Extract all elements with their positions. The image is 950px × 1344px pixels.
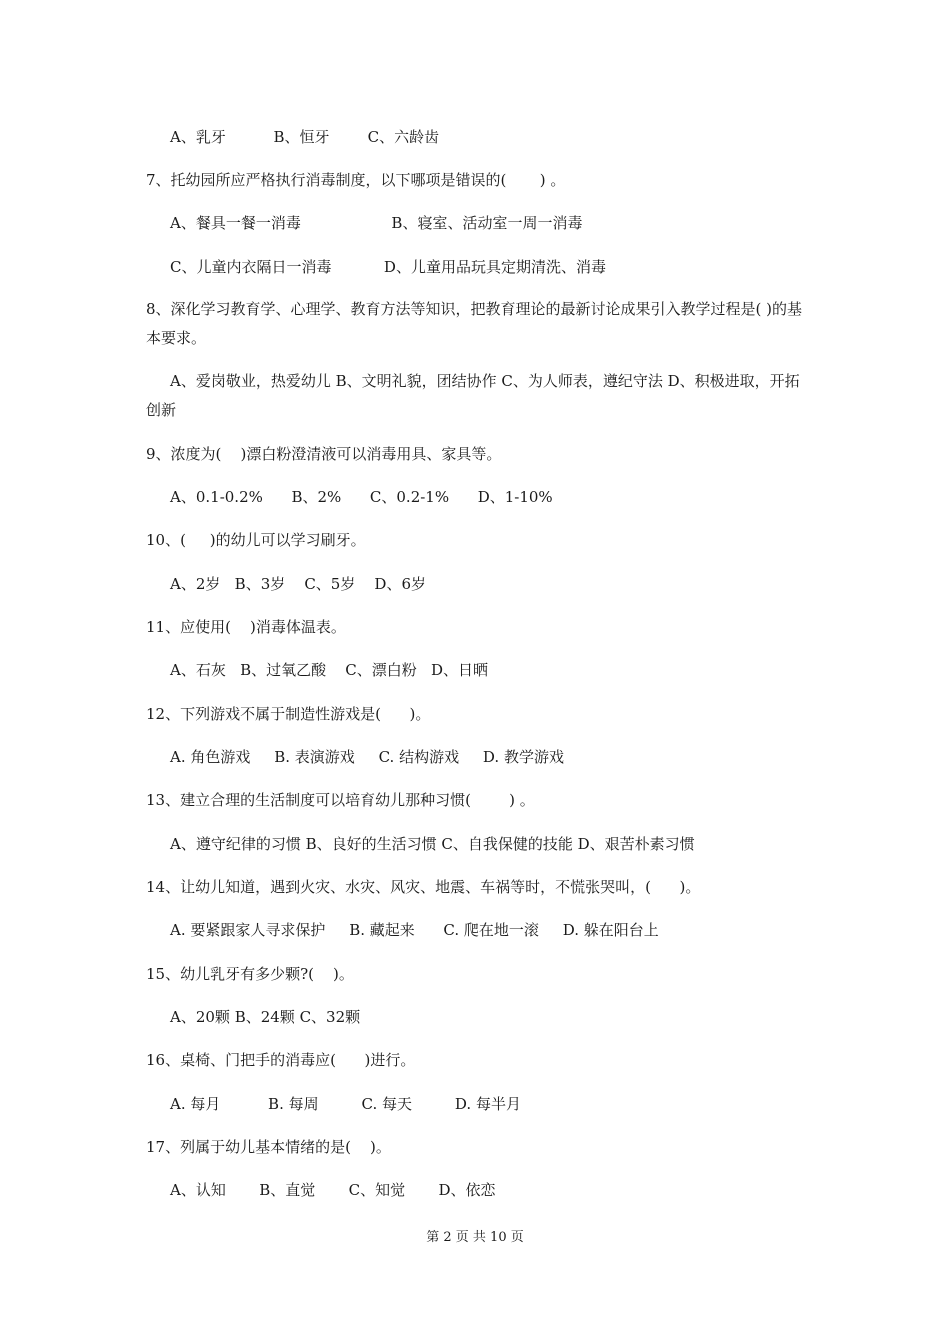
q13-options: A、遵守纪律的习惯 B、良好的生活习惯 C、自我保健的技能 D、艰苦朴素习惯 <box>170 835 695 853</box>
page-footer: 第 2 页 共 10 页 <box>426 1230 524 1245</box>
q17-question: 17、列属于幼儿基本情绪的是( )。 <box>146 1138 391 1156</box>
q6-options: A、乳牙 B、恒牙 C、六龄齿 <box>170 128 440 146</box>
q16-options: A. 每月 B. 每周 C. 每天 D. 每半月 <box>170 1095 521 1113</box>
q13-question: 13、建立合理的生活制度可以培育幼儿那种习惯( ) 。 <box>146 791 535 809</box>
q14-options: A. 要紧跟家人寻求保护 B. 藏起来 C. 爬在地一滚 D. 躲在阳台上 <box>170 921 659 939</box>
q16-question: 16、桌椅、门把手的消毒应( )进行。 <box>146 1051 416 1069</box>
q11-question: 11、应使用( )消毒体温表。 <box>146 618 346 636</box>
q8-options: A、爱岗敬业，热爱幼儿 B、文明礼貌，团结协作 C、为人师表，遵纪守法 D、积极进取，开拓创新 <box>146 372 800 419</box>
q7-options-cd: C、儿童内衣隔日一消毒 D、儿童用品玩具定期清洗、消毒 <box>170 258 606 276</box>
q14-question: 14、让幼儿知道，遇到火灾、水灾、风灾、地震、车祸等时，不慌张哭叫，( )。 <box>146 878 701 896</box>
q8-question: 8、深化学习教育学、心理学、教育方法等知识，把教育理论的最新讨论成果引入教学过程是( )的基本要求。 <box>146 300 803 347</box>
q15-options: A、20颗 B、24颗 C、32颗 <box>170 1008 361 1026</box>
q9-question: 9、浓度为( )漂白粉澄清液可以消毒用具、家具等。 <box>146 445 502 463</box>
q12-options: A. 角色游戏 B. 表演游戏 C. 结构游戏 D. 教学游戏 <box>170 748 564 766</box>
q9-options: A、0.1-0.2% B、2% C、0.2-1% D、1-10% <box>170 488 553 506</box>
q10-options: A、2岁 B、3岁 C、5岁 D、6岁 <box>170 575 426 593</box>
q10-question: 10、( )的幼儿可以学习刷牙。 <box>146 531 366 549</box>
q12-question: 12、下列游戏不属于制造性游戏是( )。 <box>146 705 431 723</box>
q15-question: 15、幼儿乳牙有多少颗?( )。 <box>146 965 354 983</box>
q17-options: A、认知 B、直觉 C、知觉 D、依恋 <box>170 1181 496 1199</box>
q7-question: 7、托幼园所应严格执行消毒制度，以下哪项是错误的( ) 。 <box>146 171 566 189</box>
q7-options-ab: A、餐具一餐一消毒 B、寝室、活动室一周一消毒 <box>170 214 583 232</box>
q11-options: A、石灰 B、过氧乙酸 C、漂白粉 D、日晒 <box>170 661 489 679</box>
